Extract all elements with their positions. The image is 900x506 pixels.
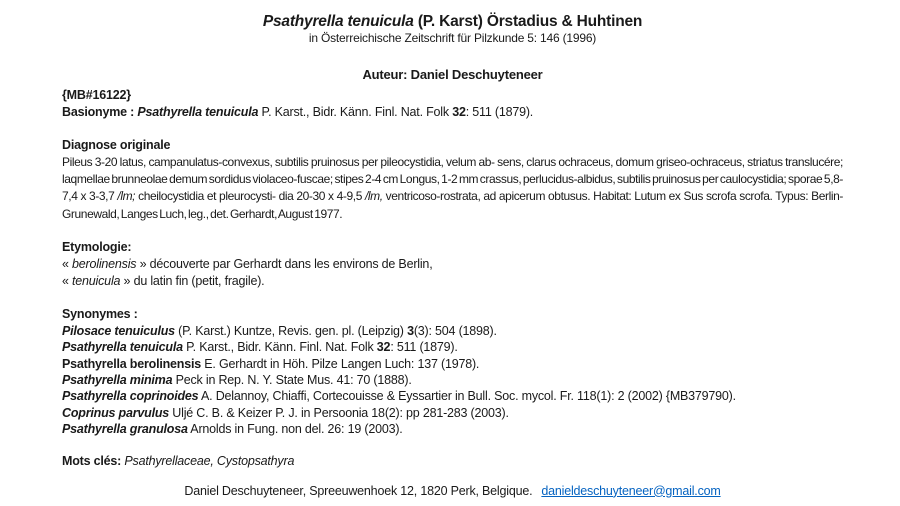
species-name-italic: Psathyrella tenuicula	[262, 13, 414, 30]
keywords-label: Mots clés:	[62, 453, 122, 468]
synonym-name: Psathyrella tenuicula	[62, 340, 183, 355]
synonym-line	[62, 356, 843, 372]
synonym-name: Psathyrella granulosa	[62, 422, 188, 437]
synonym-name: Psathyrella minima	[62, 373, 173, 388]
guillemet-open: «	[62, 273, 73, 288]
synonym-citation-tail: (3): 504 (1898).	[413, 323, 497, 338]
synonym-line	[62, 421, 843, 437]
keywords-line	[62, 453, 843, 470]
etymology-heading: Etymologie:	[62, 239, 132, 254]
etymology-text: » découverte par Gerhardt dans les environs de Berlin,	[136, 256, 433, 271]
synonym-citation-tail: : 511 (1879).	[390, 340, 458, 355]
journal-reference: in Österreichische Zeitschrift für Pilzkunde 5: 146 (1996)	[308, 31, 597, 45]
email-link[interactable]: danieldeschuyteneer@gmail.com	[541, 483, 721, 498]
synonyms-heading: Synonymes :	[62, 306, 138, 321]
synonym-name: Psathyrella coprinoides	[62, 389, 199, 404]
mycobank-id: {MB#16122}	[62, 88, 131, 102]
diagnose-paragraph	[62, 154, 843, 223]
synonym-citation: Uljé C. B. & Keizer P. J. in Persoonia 18(2): pp 281-283 (2003).	[169, 405, 509, 420]
etymology-term: tenuicula	[72, 273, 121, 288]
diagnose-unit-2: /lm,	[364, 189, 383, 204]
species-title	[62, 12, 843, 31]
diagnose-unit-1: /lm;	[117, 189, 136, 204]
author-line: Auteur: Daniel Deschuyteneer	[362, 67, 543, 82]
diagnose-heading: Diagnose originale	[62, 138, 171, 152]
synonym-name: Pilosace tenuiculus	[62, 323, 175, 338]
synonym-name: Psathyrella berolinensis	[62, 356, 202, 371]
etymology-entry	[62, 256, 843, 273]
keywords-value: Psathyrellaceae, Cystopsathyra	[121, 453, 295, 468]
synonym-name: Coprinus parvulus	[62, 405, 170, 420]
synonym-citation: E. Gerhardt in Höh. Pilze Langen Luch: 137 (1978).	[201, 356, 480, 371]
basionym-volume: 32	[452, 105, 466, 119]
synonym-line	[62, 388, 843, 404]
etymology-term: berolinensis	[72, 256, 137, 271]
contact-address: Daniel Deschuyteneer, Spreeuwenhoek 12, 1820 Perk, Belgique.	[184, 483, 533, 498]
basionym-label: Basionyme :	[62, 105, 138, 119]
synonym-volume: 32	[376, 340, 391, 355]
basionym-species: Psathyrella tenuicula	[137, 105, 259, 119]
synonym-line	[62, 372, 843, 388]
basionym-citation: P. Karst., Bidr. Känn. Finl. Nat. Folk	[258, 105, 453, 119]
synonym-line	[62, 323, 843, 339]
synonym-citation: (P. Karst.) Kuntze, Revis. gen. pl. (Leipzig)	[174, 323, 408, 338]
synonym-citation: A. Delannoy, Chiaffi, Cortecouisse & Eyssartier in Bull. Soc. mycol. Fr. 118(1): 2 (2002) {MB379790).	[198, 389, 736, 404]
basionym-line	[62, 104, 843, 121]
synonym-volume: 3	[407, 323, 414, 338]
synonym-line	[62, 405, 843, 421]
diagnose-text-2: cheilocystidia et pleurocysti- dia 20-30 x 4-9,5	[135, 189, 365, 204]
diagnose-text-3: ventricoso-rostrata, ad apicerum obtusus. Habitat: Lutum ex Sus scrofa scrofa. Typus: Berlin-Grunewald, Langes Luch, leg., det. Gerhardt, August 1977.	[62, 189, 843, 221]
etymology-text: » du latin fin (petit, fragile).	[120, 273, 265, 288]
guillemet-open: «	[62, 256, 73, 271]
synonym-citation: P. Karst., Bidr. Känn. Finl. Nat. Folk	[182, 340, 377, 355]
etymology-entry	[62, 273, 843, 290]
synonym-citation: Peck in Rep. N. Y. State Mus. 41: 70 (1888).	[172, 373, 412, 388]
synonym-citation: Arnolds in Fung. non del. 26: 19 (2003).	[187, 422, 403, 437]
title-authors: (P. Karst) Örstadius & Huhtinen	[413, 13, 643, 30]
basionym-citation-tail: : 511 (1879).	[465, 105, 534, 119]
footer-contact	[62, 483, 843, 500]
synonym-line	[62, 339, 843, 355]
diagnose-text-1: Pileus 3-20 latus, campanulatus-convexus, subtilis pruinosus per pileocystidia, velum ab- sens, clarus ochraceus, domum griseo-ochraceus, striatus translucére; laqmellae brunneolae demum sordidus violaceo-fuscae; stipes 2-4 cm Longus, 1-2 mm crassus, perlucidus-albidus, subtilis pruinosus per caulocystidia; sporae 5,8-7,4 x 3-3,7	[62, 155, 843, 204]
